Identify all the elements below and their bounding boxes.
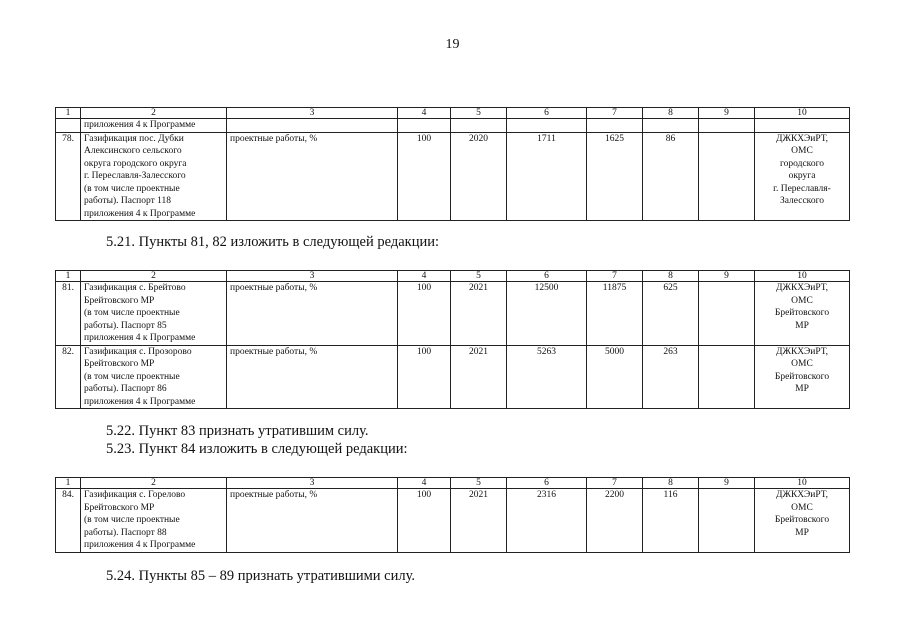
value-col-8: 86	[643, 132, 699, 221]
year: 2021	[451, 345, 507, 409]
column-number: 5	[451, 271, 507, 282]
executor	[755, 132, 850, 221]
column-number: 5	[451, 478, 507, 489]
column-number: 6	[507, 271, 587, 282]
value-col-9	[699, 345, 755, 409]
column-number-row	[56, 108, 850, 119]
column-number-row	[56, 478, 850, 489]
column-number-row	[56, 271, 850, 282]
object-name	[81, 132, 227, 221]
amendment-table-1	[55, 107, 850, 221]
object-name-line: (в том числе проектные	[84, 371, 180, 382]
empty-cell	[398, 119, 451, 133]
value-col-7: 2200	[587, 489, 643, 553]
executor-line: ДЖКХЭиРТ,	[775, 346, 829, 357]
paragraph-5-24: 5.24. Пункты 85 – 89 признать утратившими силу.	[106, 568, 416, 584]
object-name-line: приложения 4 к Программе	[84, 208, 196, 219]
amendment-table-2	[55, 270, 850, 409]
value-col-8: 625	[643, 282, 699, 346]
executor	[755, 345, 850, 409]
column-number: 7	[587, 108, 643, 119]
executor-line: ОМС	[791, 359, 813, 369]
column-number: 10	[755, 108, 850, 119]
value-col-7: 1625	[587, 132, 643, 221]
year: 2021	[451, 489, 507, 553]
executor-line: Брейтовского	[774, 515, 830, 525]
value-col-4: 100	[398, 345, 451, 409]
executor-line: округа	[788, 171, 816, 181]
table-row	[56, 345, 850, 409]
year: 2020	[451, 132, 507, 221]
table-row	[56, 132, 850, 221]
column-number: 8	[643, 271, 699, 282]
value-col-4: 100	[398, 489, 451, 553]
executor-line: МР	[795, 320, 809, 331]
value-col-7: 5000	[587, 345, 643, 409]
value-col-8: 263	[643, 345, 699, 409]
column-number: 1	[56, 108, 81, 119]
column-number: 3	[227, 108, 398, 119]
column-number: 6	[507, 108, 587, 119]
executor-line: ДЖКХЭиРТ,	[775, 133, 829, 144]
column-number: 9	[699, 271, 755, 282]
column-number: 4	[398, 271, 451, 282]
column-number: 7	[587, 271, 643, 282]
column-number: 1	[56, 478, 81, 489]
object-name-line: г. Переславля-Залесского	[84, 171, 186, 181]
value-col-4: 100	[398, 132, 451, 221]
column-number: 8	[643, 478, 699, 489]
value-col-7: 11875	[587, 282, 643, 346]
empty-cell	[755, 119, 850, 133]
value-col-6: 5263	[507, 345, 587, 409]
column-number: 7	[587, 478, 643, 489]
object-name-line: Брейтовского МР	[84, 295, 155, 306]
indicator: проектные работы, %	[227, 345, 398, 409]
object-name-line: приложения 4 к Программе	[84, 540, 196, 550]
continued-row	[56, 119, 850, 133]
object-name-line: Газификация пос. Дубки	[84, 133, 184, 144]
value-col-6: 2316	[507, 489, 587, 553]
object-name-line: приложения 4 к Программе	[84, 396, 196, 407]
paragraph-5-23: 5.23. Пункт 84 изложить в следующей редакции:	[106, 441, 408, 457]
object-name-line: (в том числе проектные	[84, 183, 180, 194]
executor-line: ОМС	[791, 146, 813, 156]
column-number: 10	[755, 271, 850, 282]
value-col-8: 116	[643, 489, 699, 553]
empty-cell	[587, 119, 643, 133]
column-number: 5	[451, 108, 507, 119]
column-number: 4	[398, 478, 451, 489]
empty-cell	[699, 119, 755, 133]
executor	[755, 489, 850, 553]
table-row	[56, 489, 850, 553]
object-name-line: (в том числе проектные	[84, 515, 180, 525]
object-name-line: Брейтовского МР	[84, 502, 155, 513]
executor-line: ОМС	[791, 502, 813, 513]
object-name-line: Газификация с. Горелово	[84, 490, 186, 500]
amendment-table-3	[55, 477, 850, 553]
executor-line: Залесского	[780, 196, 824, 206]
column-number: 2	[81, 478, 227, 489]
table-row	[56, 282, 850, 346]
object-name-line: Газификация с. Прозорово	[84, 346, 192, 357]
executor-line: городского	[780, 158, 824, 169]
executor-line: Брейтовского	[774, 371, 830, 382]
executor-line: Брейтовского	[774, 308, 830, 318]
empty-cell	[227, 119, 398, 133]
executor	[755, 282, 850, 346]
row-number: 82.	[56, 345, 81, 409]
empty-cell	[451, 119, 507, 133]
value-col-4: 100	[398, 282, 451, 346]
paragraph-5-21: 5.21. Пункты 81, 82 изложить в следующей редакции:	[106, 234, 439, 250]
column-number: 6	[507, 478, 587, 489]
column-number: 3	[227, 478, 398, 489]
object-name-line: работы). Паспорт 118	[84, 196, 172, 206]
row-number: 78.	[56, 132, 81, 221]
object-name-line: работы). Паспорт 86	[84, 384, 167, 394]
object-name-line: Брейтовского МР	[84, 359, 155, 369]
object-name-line: работы). Паспорт 88	[84, 527, 167, 538]
value-col-6: 1711	[507, 132, 587, 221]
paragraph-5-22: 5.22. Пункт 83 признать утратившим силу.	[106, 423, 369, 439]
object-name-line: округа городского округа	[84, 158, 187, 169]
empty-cell	[56, 119, 81, 133]
object-name	[81, 345, 227, 409]
empty-cell	[507, 119, 587, 133]
column-number: 3	[227, 271, 398, 282]
executor-line: ДЖКХЭиРТ,	[775, 490, 829, 500]
executor-line: МР	[795, 384, 809, 394]
indicator: проектные работы, %	[227, 132, 398, 221]
object-name-line: Алексинского сельского	[84, 146, 182, 156]
value-col-9	[699, 132, 755, 221]
column-number: 10	[755, 478, 850, 489]
object-name	[81, 489, 227, 553]
column-number: 8	[643, 108, 699, 119]
value-col-9	[699, 489, 755, 553]
indicator: проектные работы, %	[227, 282, 398, 346]
object-name-line: приложения 4 к Программе	[84, 333, 196, 343]
value-col-6: 12500	[507, 282, 587, 346]
page-number: 19	[445, 37, 460, 52]
object-name	[81, 282, 227, 346]
row-number: 81.	[56, 282, 81, 346]
value-col-9	[699, 282, 755, 346]
column-number: 9	[699, 478, 755, 489]
column-number: 4	[398, 108, 451, 119]
object-name-line: Газификация с. Брейтово	[84, 283, 186, 293]
executor-line: ОМС	[791, 295, 813, 306]
column-number: 2	[81, 271, 227, 282]
column-number: 2	[81, 108, 227, 119]
continued-text: приложения 4 к Программе	[81, 119, 227, 133]
executor-line: г. Переславля-	[773, 183, 831, 194]
empty-cell	[643, 119, 699, 133]
indicator: проектные работы, %	[227, 489, 398, 553]
executor-line: ДЖКХЭиРТ,	[775, 283, 829, 293]
row-number: 84.	[56, 489, 81, 553]
year: 2021	[451, 282, 507, 346]
column-number: 1	[56, 271, 81, 282]
object-name-line: работы). Паспорт 85	[84, 320, 167, 331]
executor-line: МР	[795, 527, 809, 538]
column-number: 9	[699, 108, 755, 119]
object-name-line: (в том числе проектные	[84, 308, 180, 318]
